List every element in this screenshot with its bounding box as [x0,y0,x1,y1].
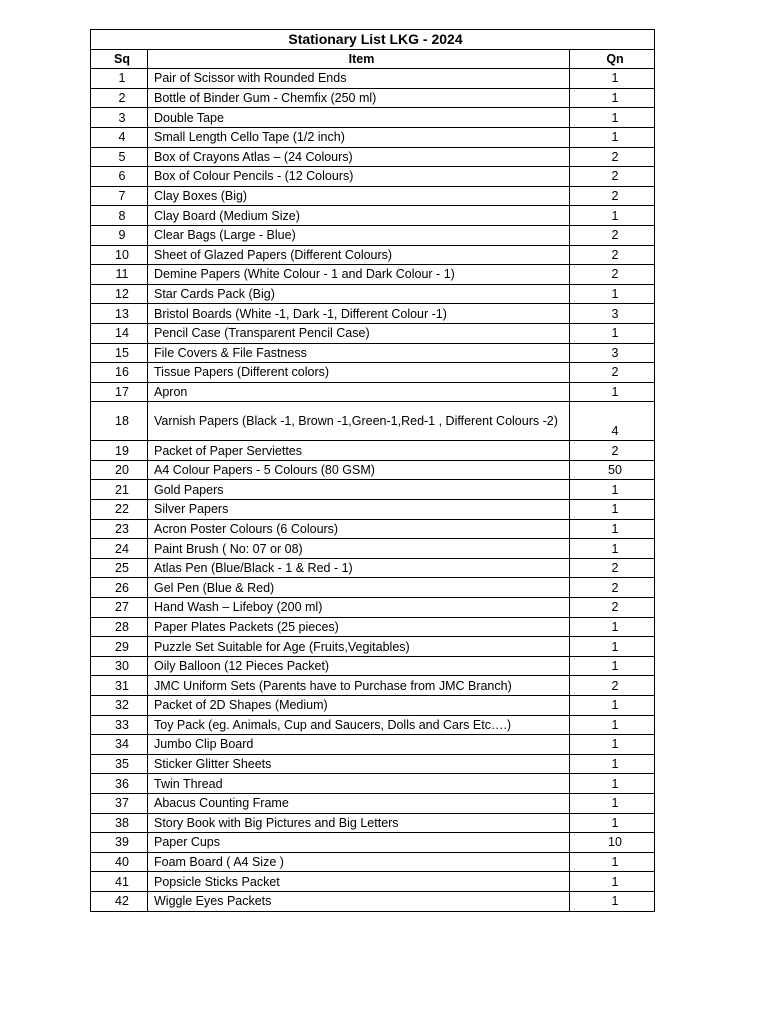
row-item: Wiggle Eyes Packets [148,891,570,911]
row-qn: 1 [570,656,655,676]
table-row [91,363,655,383]
table-row [91,127,655,147]
table-row [91,69,655,89]
row-item: Box of Colour Pencils - (12 Colours) [148,167,570,187]
stationary-list-table [90,29,655,912]
row-item: Apron [148,382,570,402]
row-qn: 1 [570,519,655,539]
table-row [91,265,655,285]
table-row [91,167,655,187]
row-qn: 1 [570,88,655,108]
row-qn: 2 [570,245,655,265]
row-item: Sheet of Glazed Papers (Different Colours) [148,245,570,265]
table-row [91,402,655,441]
row-qn: 2 [570,147,655,167]
table-row [91,304,655,324]
row-sq: 23 [91,519,148,539]
row-sq: 33 [91,715,148,735]
row-item: JMC Uniform Sets (Parents have to Purchase from JMC Branch) [148,676,570,696]
table-row [91,519,655,539]
row-sq: 25 [91,558,148,578]
row-sq: 1 [91,69,148,89]
row-qn: 1 [570,754,655,774]
row-sq: 21 [91,480,148,500]
table-row [91,891,655,911]
row-qn: 2 [570,186,655,206]
row-qn: 1 [570,735,655,755]
row-sq: 27 [91,598,148,618]
row-sq: 6 [91,167,148,187]
table-row [91,539,655,559]
table-row [91,500,655,520]
row-item: Gel Pen (Blue & Red) [148,578,570,598]
row-item: Star Cards Pack (Big) [148,284,570,304]
row-item: Popsicle Sticks Packet [148,872,570,892]
row-sq: 30 [91,656,148,676]
row-qn: 1 [570,715,655,735]
table-row [91,754,655,774]
row-sq: 19 [91,441,148,461]
row-qn: 4 [570,402,655,441]
row-item: Clay Boxes (Big) [148,186,570,206]
row-sq: 28 [91,617,148,637]
table-row [91,617,655,637]
row-qn: 2 [570,167,655,187]
row-item: Atlas Pen (Blue/Black - 1 & Red - 1) [148,558,570,578]
row-qn: 1 [570,500,655,520]
row-item: File Covers & File Fastness [148,343,570,363]
row-item: Toy Pack (eg. Animals, Cup and Saucers, Dolls and Cars Etc….) [148,715,570,735]
row-item: Demine Papers (White Colour - 1 and Dark Colour - 1) [148,265,570,285]
row-qn: 2 [570,598,655,618]
table-row [91,441,655,461]
row-item: Oily Balloon (12 Pieces Packet) [148,656,570,676]
row-item: Gold Papers [148,480,570,500]
row-sq: 4 [91,127,148,147]
row-qn: 1 [570,774,655,794]
row-qn: 1 [570,872,655,892]
table-row [91,343,655,363]
row-qn: 2 [570,441,655,461]
table-row [91,813,655,833]
table-row [91,245,655,265]
row-item: Hand Wash – Lifeboy (200 ml) [148,598,570,618]
table-row [91,872,655,892]
table-row [91,852,655,872]
row-qn: 1 [570,284,655,304]
row-item: Clay Board (Medium Size) [148,206,570,226]
table-row [91,735,655,755]
table-row [91,225,655,245]
row-sq: 12 [91,284,148,304]
row-qn: 3 [570,304,655,324]
header-row [91,49,655,69]
table-row [91,833,655,853]
row-item: Paper Plates Packets (25 pieces) [148,617,570,637]
row-qn: 2 [570,558,655,578]
row-item: Acron Poster Colours (6 Colours) [148,519,570,539]
row-qn: 1 [570,813,655,833]
row-sq: 41 [91,872,148,892]
row-item: Clear Bags (Large - Blue) [148,225,570,245]
row-sq: 38 [91,813,148,833]
row-qn: 2 [570,676,655,696]
row-qn: 2 [570,363,655,383]
row-qn: 1 [570,793,655,813]
table-row [91,558,655,578]
table-row [91,323,655,343]
table-row [91,108,655,128]
row-qn: 2 [570,225,655,245]
table-row [91,598,655,618]
row-item: Small Length Cello Tape (1/2 inch) [148,127,570,147]
row-item: Bottle of Binder Gum - Chemfix (250 ml) [148,88,570,108]
row-sq: 11 [91,265,148,285]
row-qn: 1 [570,323,655,343]
row-sq: 13 [91,304,148,324]
row-qn: 10 [570,833,655,853]
row-item: Puzzle Set Suitable for Age (Fruits,Vegitables) [148,637,570,657]
table-row [91,88,655,108]
row-sq: 16 [91,363,148,383]
row-sq: 29 [91,637,148,657]
row-qn: 1 [570,206,655,226]
row-item: Varnish Papers (Black -1, Brown -1,Green-1,Red-1 , Different Colours -2) [148,402,570,441]
row-sq: 10 [91,245,148,265]
row-qn: 1 [570,852,655,872]
row-sq: 42 [91,891,148,911]
table-row [91,696,655,716]
row-qn: 2 [570,578,655,598]
table-row [91,676,655,696]
table-row [91,656,655,676]
row-qn: 1 [570,539,655,559]
row-sq: 17 [91,382,148,402]
row-sq: 39 [91,833,148,853]
row-qn: 1 [570,108,655,128]
row-qn: 1 [570,696,655,716]
row-item: Jumbo Clip Board [148,735,570,755]
header-qn: Qn [570,49,655,69]
row-qn: 1 [570,382,655,402]
header-item: Item [148,49,570,69]
row-qn: 1 [570,69,655,89]
table-row [91,206,655,226]
table-row [91,186,655,206]
title-row [91,30,655,50]
table-row [91,480,655,500]
row-item: Paint Brush ( No: 07 or 08) [148,539,570,559]
row-sq: 40 [91,852,148,872]
row-sq: 37 [91,793,148,813]
row-sq: 35 [91,754,148,774]
row-sq: 5 [91,147,148,167]
row-qn: 1 [570,637,655,657]
table-row [91,460,655,480]
row-qn: 2 [570,265,655,285]
table-row [91,382,655,402]
header-sq: Sq [91,49,148,69]
row-item: Bristol Boards (White -1, Dark -1, Different Colour -1) [148,304,570,324]
row-sq: 26 [91,578,148,598]
row-qn: 50 [570,460,655,480]
row-sq: 7 [91,186,148,206]
table-row [91,774,655,794]
row-qn: 1 [570,891,655,911]
row-sq: 31 [91,676,148,696]
row-item: Abacus Counting Frame [148,793,570,813]
table-row [91,793,655,813]
row-qn: 1 [570,617,655,637]
row-sq: 14 [91,323,148,343]
row-sq: 36 [91,774,148,794]
row-item: Twin Thread [148,774,570,794]
row-qn: 3 [570,343,655,363]
row-sq: 24 [91,539,148,559]
table-row [91,715,655,735]
table-row [91,578,655,598]
row-sq: 18 [91,402,148,441]
row-sq: 22 [91,500,148,520]
row-sq: 32 [91,696,148,716]
row-item: Pencil Case (Transparent Pencil Case) [148,323,570,343]
row-item: Foam Board ( A4 Size ) [148,852,570,872]
row-sq: 8 [91,206,148,226]
row-item: Paper Cups [148,833,570,853]
row-item: A4 Colour Papers - 5 Colours (80 GSM) [148,460,570,480]
row-sq: 2 [91,88,148,108]
row-sq: 9 [91,225,148,245]
row-item: Pair of Scissor with Rounded Ends [148,69,570,89]
row-item: Story Book with Big Pictures and Big Letters [148,813,570,833]
table-row [91,284,655,304]
row-item: Double Tape [148,108,570,128]
table-title: Stationary List LKG - 2024 [91,30,655,50]
row-sq: 20 [91,460,148,480]
table-row [91,147,655,167]
row-qn: 1 [570,127,655,147]
row-sq: 15 [91,343,148,363]
row-sq: 34 [91,735,148,755]
row-item: Packet of Paper Serviettes [148,441,570,461]
row-item: Packet of 2D Shapes (Medium) [148,696,570,716]
row-item: Sticker Glitter Sheets [148,754,570,774]
table-body [91,69,655,911]
table-row [91,637,655,657]
row-qn: 1 [570,480,655,500]
row-item: Silver Papers [148,500,570,520]
row-sq: 3 [91,108,148,128]
row-item: Box of Crayons Atlas – (24 Colours) [148,147,570,167]
row-item: Tissue Papers (Different colors) [148,363,570,383]
